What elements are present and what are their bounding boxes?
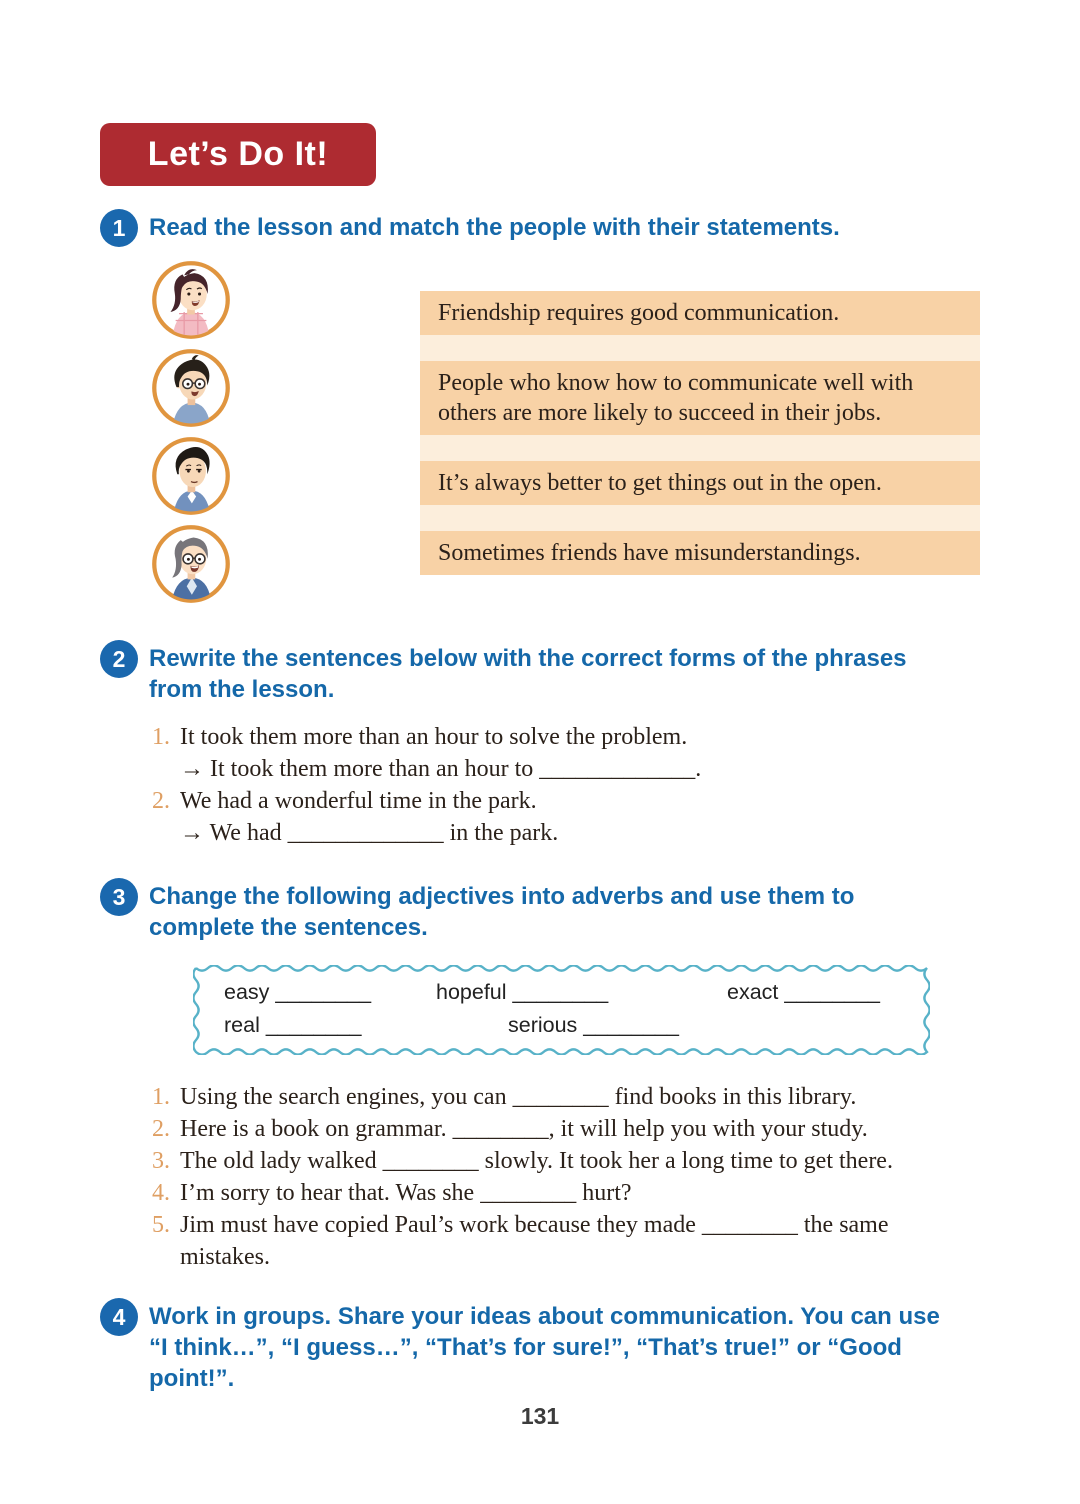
avatar-column xyxy=(150,259,232,605)
section-banner xyxy=(100,123,376,186)
word-bank xyxy=(193,965,930,1055)
adverb-sentence-1: 1. Using the search engines, you can ________ find books in this library. xyxy=(152,1084,857,1110)
word-bank-entry-serious: serious ________ xyxy=(508,1013,679,1037)
rewrite-item-1: 1. It took them more than an hour to solve the problem. xyxy=(152,721,990,753)
exercise-2-heading: Rewrite the sentences below with the correct forms of the phrases from the lesson. xyxy=(149,645,907,703)
exercise-1 xyxy=(100,208,990,605)
statement-2: People who know how to communicate well with others are more likely to succeed in their jobs. xyxy=(420,361,980,435)
word-bank-entry-hopeful: hopeful ________ xyxy=(436,980,609,1004)
exercise-2-number-badge: 2 xyxy=(100,640,138,678)
word-bank-entry-exact: exact ________ xyxy=(727,980,881,1004)
matching-area xyxy=(150,259,990,605)
statements-panel xyxy=(420,291,980,575)
rewrite-item-1-answer: → It took them more than an hour to _____________. xyxy=(180,756,702,782)
section-banner-label: Let’s Do It! xyxy=(147,135,329,173)
exercise-4-heading: Work in groups. Share your ideas about communication. You can use “I think…”, “I guess…”, “That’s for sure!”, “That’s true!” or “Good point!”. xyxy=(149,1303,940,1392)
girl-ponytail-avatar-icon xyxy=(150,259,232,341)
exercise-1-number-badge: 1 xyxy=(100,209,138,247)
rewrite-list xyxy=(152,721,990,849)
boy-short-hair-avatar-icon xyxy=(150,435,232,517)
rewrite-item-2-answer: → We had _____________ in the park. xyxy=(180,820,559,846)
adverb-sentence-5: 5. Jim must have copied Paul’s work because they made ________ the same mistakes. xyxy=(152,1212,889,1270)
exercise-4 xyxy=(100,1297,990,1394)
adverb-sentence-4: 4. I’m sorry to hear that. Was she ________ hurt? xyxy=(152,1180,632,1206)
boy-glasses-avatar-icon xyxy=(150,347,232,429)
rewrite-item-2: 2. We had a wonderful time in the park. xyxy=(152,785,990,817)
woman-glasses-avatar-icon xyxy=(150,523,232,605)
adverb-sentence-2: 2. Here is a book on grammar. ________, it will help you with your study. xyxy=(152,1116,868,1142)
exercise-3-heading: Change the following adjectives into adverbs and use them to complete the sentences. xyxy=(149,883,855,941)
statement-3: It’s always better to get things out in the open. xyxy=(420,461,980,505)
page-number: 131 xyxy=(520,1403,560,1429)
item-number: 2. xyxy=(152,788,170,814)
word-bank-entry-real: real ________ xyxy=(224,1013,362,1037)
statement-1: Friendship requires good communication. xyxy=(420,291,980,335)
exercise-4-number-badge: 4 xyxy=(100,1298,138,1336)
statement-4: Sometimes friends have misunderstandings. xyxy=(420,531,980,575)
adverb-sentence-3: 3. The old lady walked ________ slowly. It took her a long time to get there. xyxy=(152,1148,893,1174)
word-bank-entry-easy: easy ________ xyxy=(224,980,372,1004)
adverb-sentence-list xyxy=(152,1081,990,1273)
exercise-1-heading: Read the lesson and match the people with their statements. xyxy=(149,214,840,241)
exercise-3-number-badge: 3 xyxy=(100,878,138,916)
item-number: 1. xyxy=(152,724,170,750)
exercise-3 xyxy=(100,877,990,1273)
exercise-2 xyxy=(100,639,990,849)
